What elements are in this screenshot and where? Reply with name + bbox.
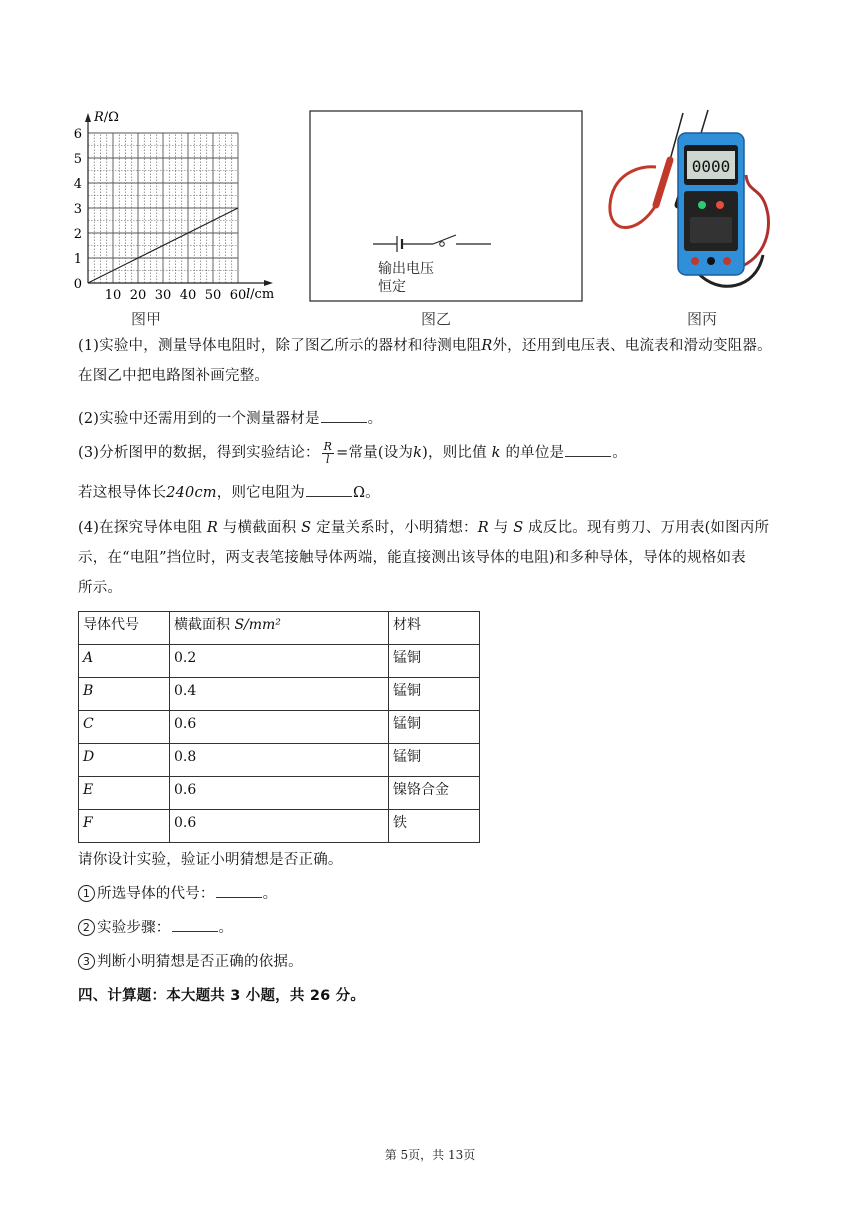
circled-number-1: 1 — [78, 885, 95, 902]
x-tick-labels — [105, 288, 247, 303]
y-tick-labels — [74, 127, 82, 292]
q3-mid3: 的单位是 — [505, 445, 565, 461]
q3-mid: =常量(设为 — [336, 445, 414, 461]
q3-k2: k — [491, 445, 501, 461]
graph-r-vs-l — [70, 105, 285, 305]
task-1-text: 所选导体的代号： — [97, 886, 215, 902]
x-tick-label: 30 — [154, 288, 172, 303]
q4-line2: 示，在“电阻”挡位时，两支表笔接触导体两端，能直接测出该导体的电阻)和多种导体，导体的规格如表 — [78, 550, 746, 566]
table-row — [79, 711, 480, 744]
q4-part-c: 定量关系时，小明猜想： — [316, 520, 478, 536]
y-tick-label: 5 — [73, 152, 82, 167]
table-row — [79, 810, 480, 843]
question-1 — [78, 331, 783, 391]
task-2 — [78, 913, 783, 943]
table-header-row — [79, 612, 480, 645]
y-tick-label: 3 — [73, 202, 82, 217]
q4-part-d: 与 — [493, 520, 509, 536]
meter-jack-extra — [723, 257, 731, 265]
cell-material: 铁 — [389, 810, 480, 843]
q4-line3: 所示。 — [78, 580, 123, 596]
answer-blank[interactable] — [321, 408, 367, 423]
answer-blank[interactable] — [216, 883, 262, 898]
cell-material: 镍铬合金 — [389, 777, 480, 810]
cell-material: 锰铜 — [389, 678, 480, 711]
cell-code: F — [79, 810, 170, 843]
cell-code: A — [79, 645, 170, 678]
q1-var: R — [481, 338, 493, 354]
meter-jack-red — [691, 257, 699, 265]
header-area-unit: S/mm² — [234, 617, 281, 633]
q2-end: 。 — [367, 411, 383, 427]
y-axis-arrow — [85, 113, 91, 122]
task-3 — [78, 947, 783, 977]
cell-area: 0.6 — [170, 711, 389, 744]
q4-part-b: 与横截面积 — [222, 520, 297, 536]
table-row — [79, 777, 480, 810]
q3b-end: Ω。 — [352, 485, 380, 501]
table-row — [79, 744, 480, 777]
question-3 — [78, 438, 783, 468]
x-tick-label: 40 — [179, 288, 197, 303]
header-material: 材料 — [389, 612, 480, 645]
section-heading: 四、计算题：本大题共 3 小题，共 26 分。 — [78, 988, 366, 1004]
task-1 — [78, 879, 783, 909]
y-tick-label: 0 — [73, 277, 82, 292]
q3b-mid: ，则它电阻为 — [216, 485, 305, 501]
circuit-frame — [310, 111, 582, 301]
cell-material: 锰铜 — [389, 645, 480, 678]
q4-var-r2: R — [477, 520, 489, 536]
question-2 — [78, 404, 783, 434]
page-footer: 第 5页，共 13页 — [384, 1148, 476, 1162]
meter-keypad — [690, 217, 732, 243]
q2-text: (2)实验中还需用到的一个测量器材是 — [78, 411, 320, 427]
task-2-text: 实验步骤： — [97, 920, 171, 936]
ratio-fraction — [322, 441, 334, 466]
figure-yi-caption: 图乙 — [421, 310, 452, 328]
y-tick-label: 2 — [73, 227, 82, 242]
q1-tail: 外，还用到电压表、电流表和滑动变阻器。 — [492, 338, 772, 354]
cell-material: 锰铜 — [389, 744, 480, 777]
q4-part-a: (4)在探究导体电阻 — [78, 520, 203, 536]
answer-blank[interactable] — [565, 442, 611, 457]
task-1-end: 。 — [262, 886, 278, 902]
meter-button-green — [698, 201, 706, 209]
q3b-length: 240cm — [166, 485, 217, 501]
cell-code: D — [79, 744, 170, 777]
q3-k: k — [413, 445, 423, 461]
cell-material: 锰铜 — [389, 711, 480, 744]
conductor-spec-table — [78, 611, 480, 843]
q4-part-e: 成反比。现有剪刀、万用表(如图丙所 — [528, 520, 770, 536]
table-row — [79, 678, 480, 711]
x-tick-label: 20 — [129, 288, 147, 303]
x-tick-label: 10 — [104, 288, 122, 303]
cell-area: 0.2 — [170, 645, 389, 678]
header-area-label: 横截面积 — [174, 617, 230, 633]
cell-area: 0.8 — [170, 744, 389, 777]
q3-end: 。 — [612, 445, 627, 461]
x-axis-arrow — [264, 280, 273, 286]
question-3b — [78, 478, 783, 508]
q1-line2: 在图乙中把电路图补画完整。 — [78, 368, 270, 384]
probe-red-icon — [610, 113, 683, 228]
figure-jia-caption: 图甲 — [131, 310, 162, 328]
table-row — [79, 645, 480, 678]
meter-jack-black — [707, 257, 715, 265]
x-tick-label: 60 — [229, 288, 247, 303]
figure-bing-caption: 图丙 — [687, 310, 718, 328]
cell-area: 0.4 — [170, 678, 389, 711]
multimeter-illustration — [598, 105, 778, 305]
circuit-diagram — [309, 110, 583, 302]
q4-var-s2: S — [513, 520, 524, 536]
y-axis-label: R/Ω — [94, 110, 119, 125]
meter-display: 0000 — [691, 157, 731, 176]
cell-code: B — [79, 678, 170, 711]
cell-area: 0.6 — [170, 777, 389, 810]
x-tick-label: 50 — [204, 288, 222, 303]
switch-contact — [440, 242, 445, 247]
fraction-numerator: R — [323, 439, 333, 453]
q4-var-s: S — [301, 520, 312, 536]
source-label-line1: 输出电压 — [378, 261, 434, 277]
task-2-end: 。 — [218, 920, 234, 936]
q1-text: (1)实验中，测量导体电阻时，除了图乙所示的器材和待测电阻 — [78, 338, 482, 354]
x-axis-label: l/cm — [246, 287, 275, 302]
graph-grid — [88, 133, 238, 283]
y-tick-label: 6 — [73, 127, 82, 142]
task-intro: 请你设计实验，验证小明猜想是否正确。 — [78, 852, 343, 868]
meter-button-red — [716, 201, 724, 209]
q3b-pre: 若这根导体长 — [78, 485, 167, 501]
task-3-text: 判断小明猜想是否正确的依据。 — [97, 954, 303, 970]
circled-number-3: 3 — [78, 953, 95, 970]
header-code: 导体代号 — [79, 612, 170, 645]
y-tick-label: 1 — [73, 252, 82, 267]
circled-number-2: 2 — [78, 919, 95, 936]
fraction-denominator: l — [326, 452, 330, 466]
switch-blade — [433, 235, 456, 244]
answer-blank[interactable] — [172, 917, 218, 932]
header-area — [170, 612, 389, 645]
q4-var-r: R — [206, 520, 218, 536]
y-tick-label: 4 — [73, 177, 82, 192]
q3-pre: (3)分析图甲的数据，得到实验结论： — [78, 445, 320, 461]
cell-code: C — [79, 711, 170, 744]
question-4 — [78, 513, 783, 603]
q3-mid2: )，则比值 — [422, 445, 487, 461]
source-label-line2: 恒定 — [378, 279, 406, 295]
cell-area: 0.6 — [170, 810, 389, 843]
cell-code: E — [79, 777, 170, 810]
answer-blank[interactable] — [306, 482, 352, 497]
